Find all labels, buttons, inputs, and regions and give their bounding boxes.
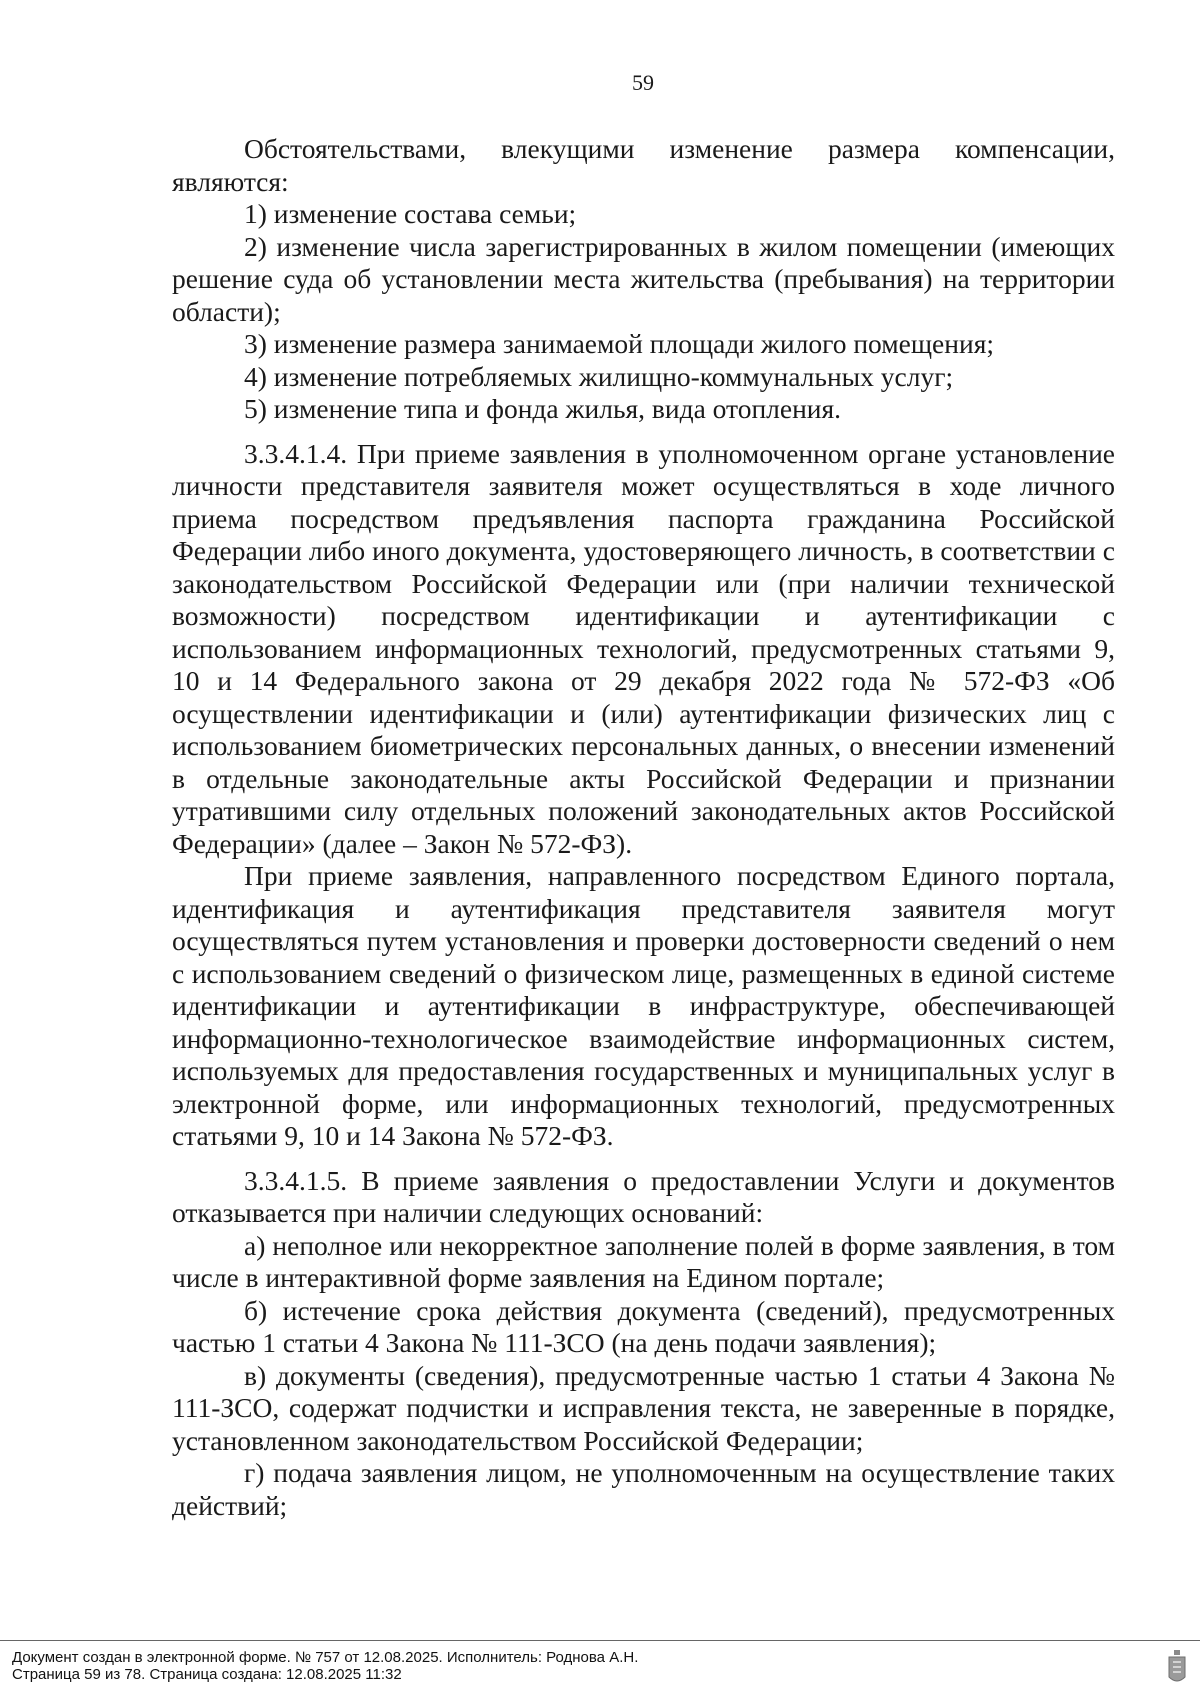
paragraph-3-3-4-1-5: 3.3.4.1.5. В приеме заявления о предоставлении Услуги и документов отказывается при наличии следующих оснований: — [172, 1164, 1115, 1228]
paragraph-portal-identification: При приеме заявления, направленного посредством Единого портала, идентификация и аутентификация представителя заявителя могут осуществляться путем установления и проверки достоверности сведений о нем с использованием сведений о физическом лице, размещенных в единой системе идентификации и аутентификации в инфраструктуре, обеспечивающей информационно-технологическое взаимодействие информационных систем, используемых для предоставления государственных и муниципальных услуг в электронной форме, или информационных технологий, предусмотренных статьями 9, 10 и 14 Закона № 572-ФЗ. — [172, 860, 1115, 1151]
document-footer — [0, 1640, 1200, 1699]
list-item-1: 1) изменение состава семьи; — [244, 198, 577, 229]
coat-of-arms-icon — [1166, 1649, 1188, 1687]
page-number: 59 — [632, 70, 654, 95]
paragraph-3-3-4-1-4: 3.3.4.1.4. При приеме заявления в уполномоченном органе установление личности представителя заявителя может осуществляться в ходе личного приема посредством предъявления паспорта гражданина Российской Федерации либо иного документа, удостоверяющего личность, в соответствии с законодательством Российской Федерации или (при наличии технической возможности) посредством идентификации и аутентификации с использованием информационных технологий, предусмотренных статьями 9, 10 и 14 Федерального закона от 29 декабря 2022 года № 572-ФЗ «Об осуществлении идентификации и (или) аутентификации физических лиц с использованием биометрических персональных данных, о внесении изменений в отдельные законодательные акты Российской Федерации и признании утратившими силу отдельных положений законодательных актов Российской Федерации» (далее – Закон № 572-ФЗ). — [172, 437, 1115, 859]
list-item-v: в) документы (сведения), предусмотренные частью 1 статьи 4 Закона № 111-ЗСО, содержат подчистки и исправления текста, не заверенные в порядке, установленном законодательством Российской Федерации; — [172, 1359, 1115, 1456]
list-item-g: г) подача заявления лицом, не уполномоченным на осуществление таких действий; — [172, 1457, 1115, 1521]
list-item-2: 2) изменение числа зарегистрированных в жилом помещении (имеющих решение суда об установлении места жительства (пребывания) на территории области); — [172, 230, 1115, 327]
list-item-a: а) неполное или некорректное заполнение полей в форме заявления, в том числе в интерактивной форме заявления на Едином портале; — [172, 1229, 1115, 1293]
list-item-4: 4) изменение потребляемых жилищно-коммунальных услуг; — [244, 360, 954, 392]
list-item-3: 3) изменение размера занимаемой площади жилого помещения; — [244, 328, 994, 359]
footer-line-page-info: Страница 59 из 78. Страница создана: 12.08.2025 11:32 — [12, 1666, 402, 1683]
list-item-5: 5) изменение типа и фонда жилья, вида отопления. — [244, 393, 842, 424]
paragraph-intro: Обстоятельствами, влекущими изменение размера компенсации, являются: — [172, 133, 1115, 197]
footer-line-document-info: Документ создан в электронной форме. № 757 от 12.08.2025. Исполнитель: Роднова А.Н. — [12, 1649, 639, 1666]
list-item-b: б) истечение срока действия документа (сведений), предусмотренных частью 1 статьи 4 Закона № 111-ЗСО (на день подачи заявления); — [172, 1294, 1115, 1358]
document-body — [172, 133, 1115, 1522]
